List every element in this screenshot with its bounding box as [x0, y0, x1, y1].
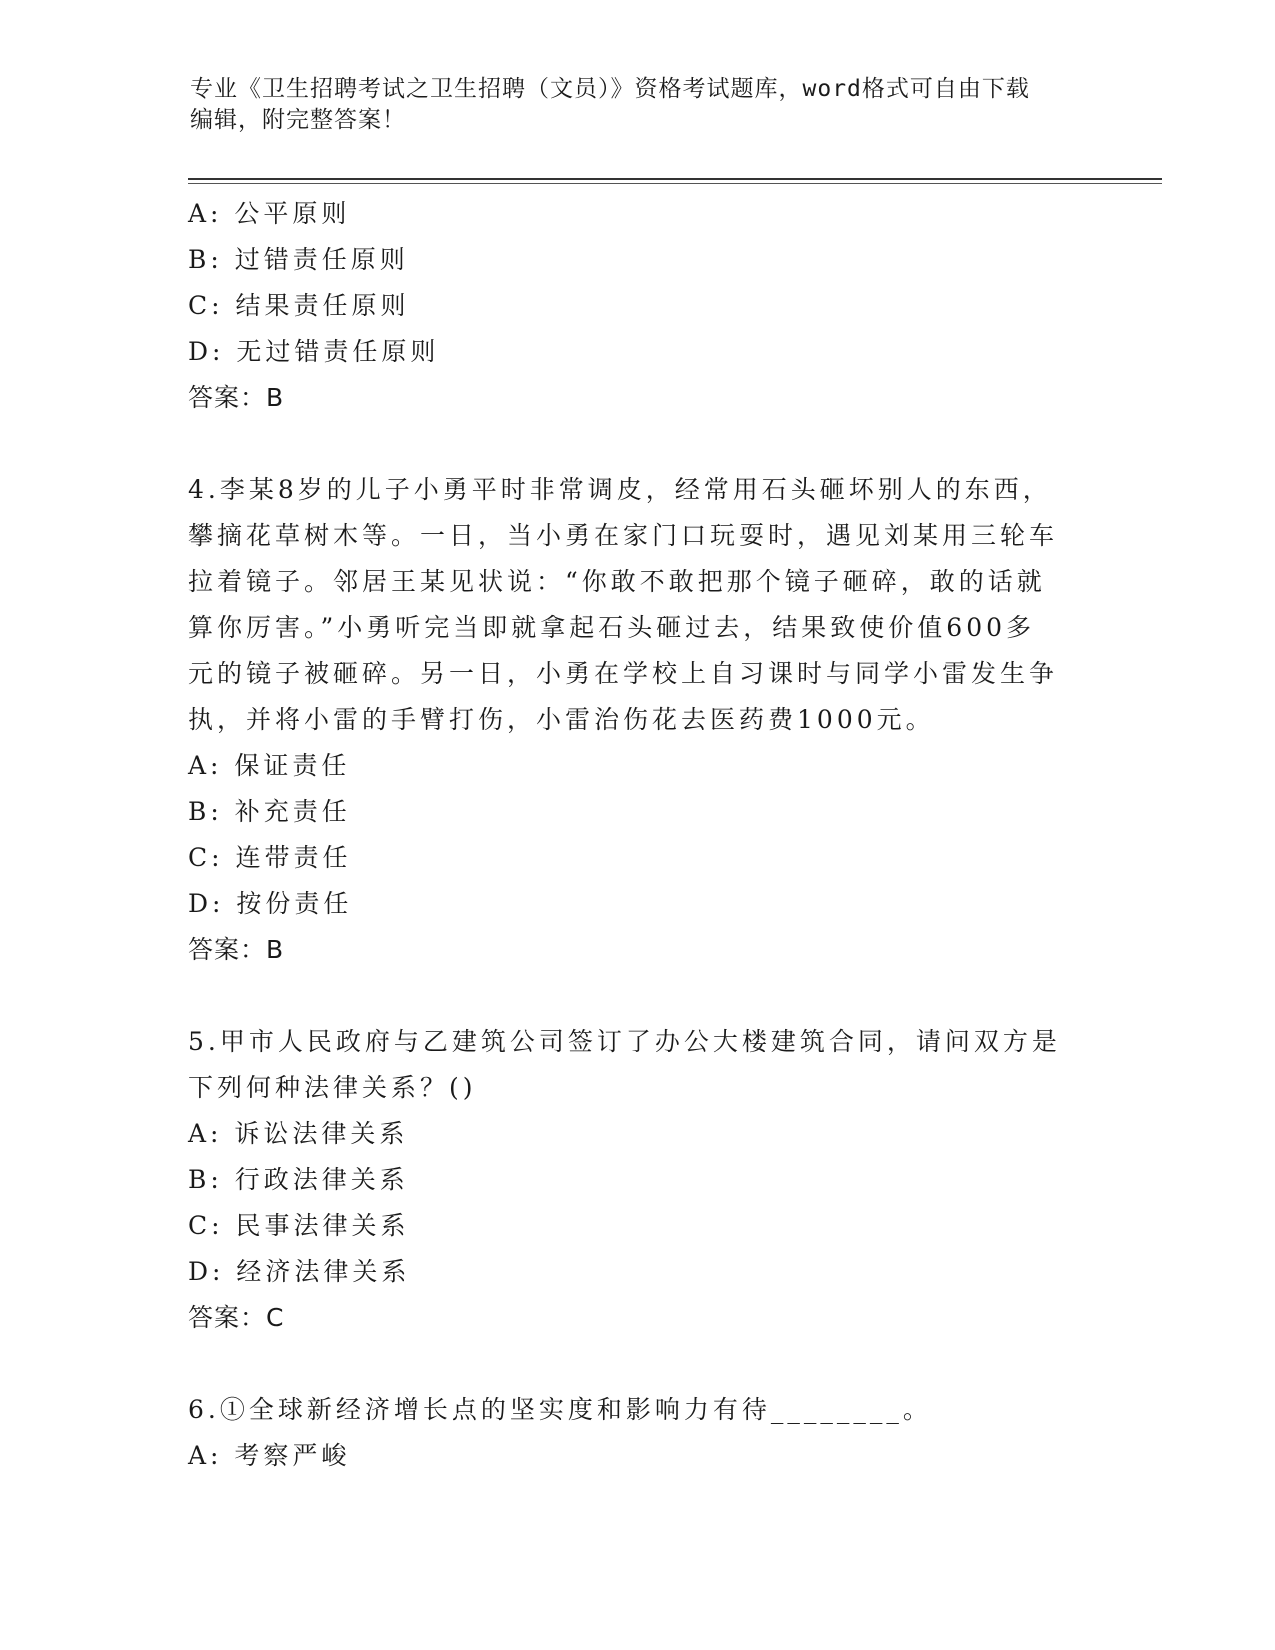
option-b: B: 过错责任原则	[188, 245, 409, 274]
spacer	[188, 973, 1068, 1019]
answer: 答案：B	[188, 935, 285, 964]
option-c: C: 民事法律关系	[188, 1211, 410, 1240]
header-line-1: 专业《卫生招聘考试之卫生招聘（文员）》资格考试题库，word格式可自由下载	[190, 76, 1030, 102]
question-5	[188, 1019, 1068, 1341]
question-4	[188, 467, 1068, 973]
question-text-line: 拉着镜子。邻居王某见状说：“你敢不敢把那个镜子砸碎，敢的话就	[188, 567, 1046, 596]
question-3	[188, 191, 1068, 421]
question-text-line: 执，并将小雷的手臂打伤，小雷治伤花去医药费1000元。	[188, 705, 935, 734]
option-a: A: 保证责任	[188, 751, 351, 780]
answer: 答案：B	[188, 383, 285, 412]
question-text-line: 4.李某8岁的儿子小勇平时非常调皮，经常用石头砸坏别人的东西，	[188, 475, 1052, 504]
question-6	[188, 1387, 1068, 1479]
question-content	[188, 191, 1068, 1479]
option-a: A: 公平原则	[188, 199, 351, 228]
question-text-line: 5.甲市人民政府与乙建筑公司签订了办公大楼建筑合同，请问双方是	[188, 1027, 1061, 1056]
header-line-2: 编辑，附完整答案！	[190, 107, 406, 133]
option-b: B: 补充责任	[188, 797, 351, 826]
answer: 答案：C	[188, 1303, 285, 1332]
option-d: D: 按份责任	[188, 889, 353, 918]
question-text-line: 攀摘花草树木等。一日，当小勇在家门口玩耍时，遇见刘某用三轮车	[188, 521, 1059, 550]
header-divider-thick	[188, 178, 1162, 180]
header-divider-thin	[188, 183, 1162, 184]
question-text-line: 算你厉害。”小勇听完当即就拿起石头砸过去，结果致使价值600多	[188, 613, 1036, 642]
option-c: C: 结果责任原则	[188, 291, 410, 320]
option-d: D: 经济法律关系	[188, 1257, 411, 1286]
option-a: A: 诉讼法律关系	[188, 1119, 409, 1148]
option-c: C: 连带责任	[188, 843, 352, 872]
spacer	[188, 421, 1068, 467]
option-a: A: 考察严峻	[188, 1441, 351, 1470]
question-text-line: 下列何种法律关系？()	[188, 1073, 477, 1102]
document-header	[190, 74, 1090, 136]
question-text-line: 6.①全球新经济增长点的坚实度和影响力有待________。	[188, 1395, 932, 1424]
spacer	[188, 1341, 1068, 1387]
option-b: B: 行政法律关系	[188, 1165, 409, 1194]
option-d: D: 无过错责任原则	[188, 337, 440, 366]
question-text-line: 元的镜子被砸碎。另一日，小勇在学校上自习课时与同学小雷发生争	[188, 659, 1059, 688]
